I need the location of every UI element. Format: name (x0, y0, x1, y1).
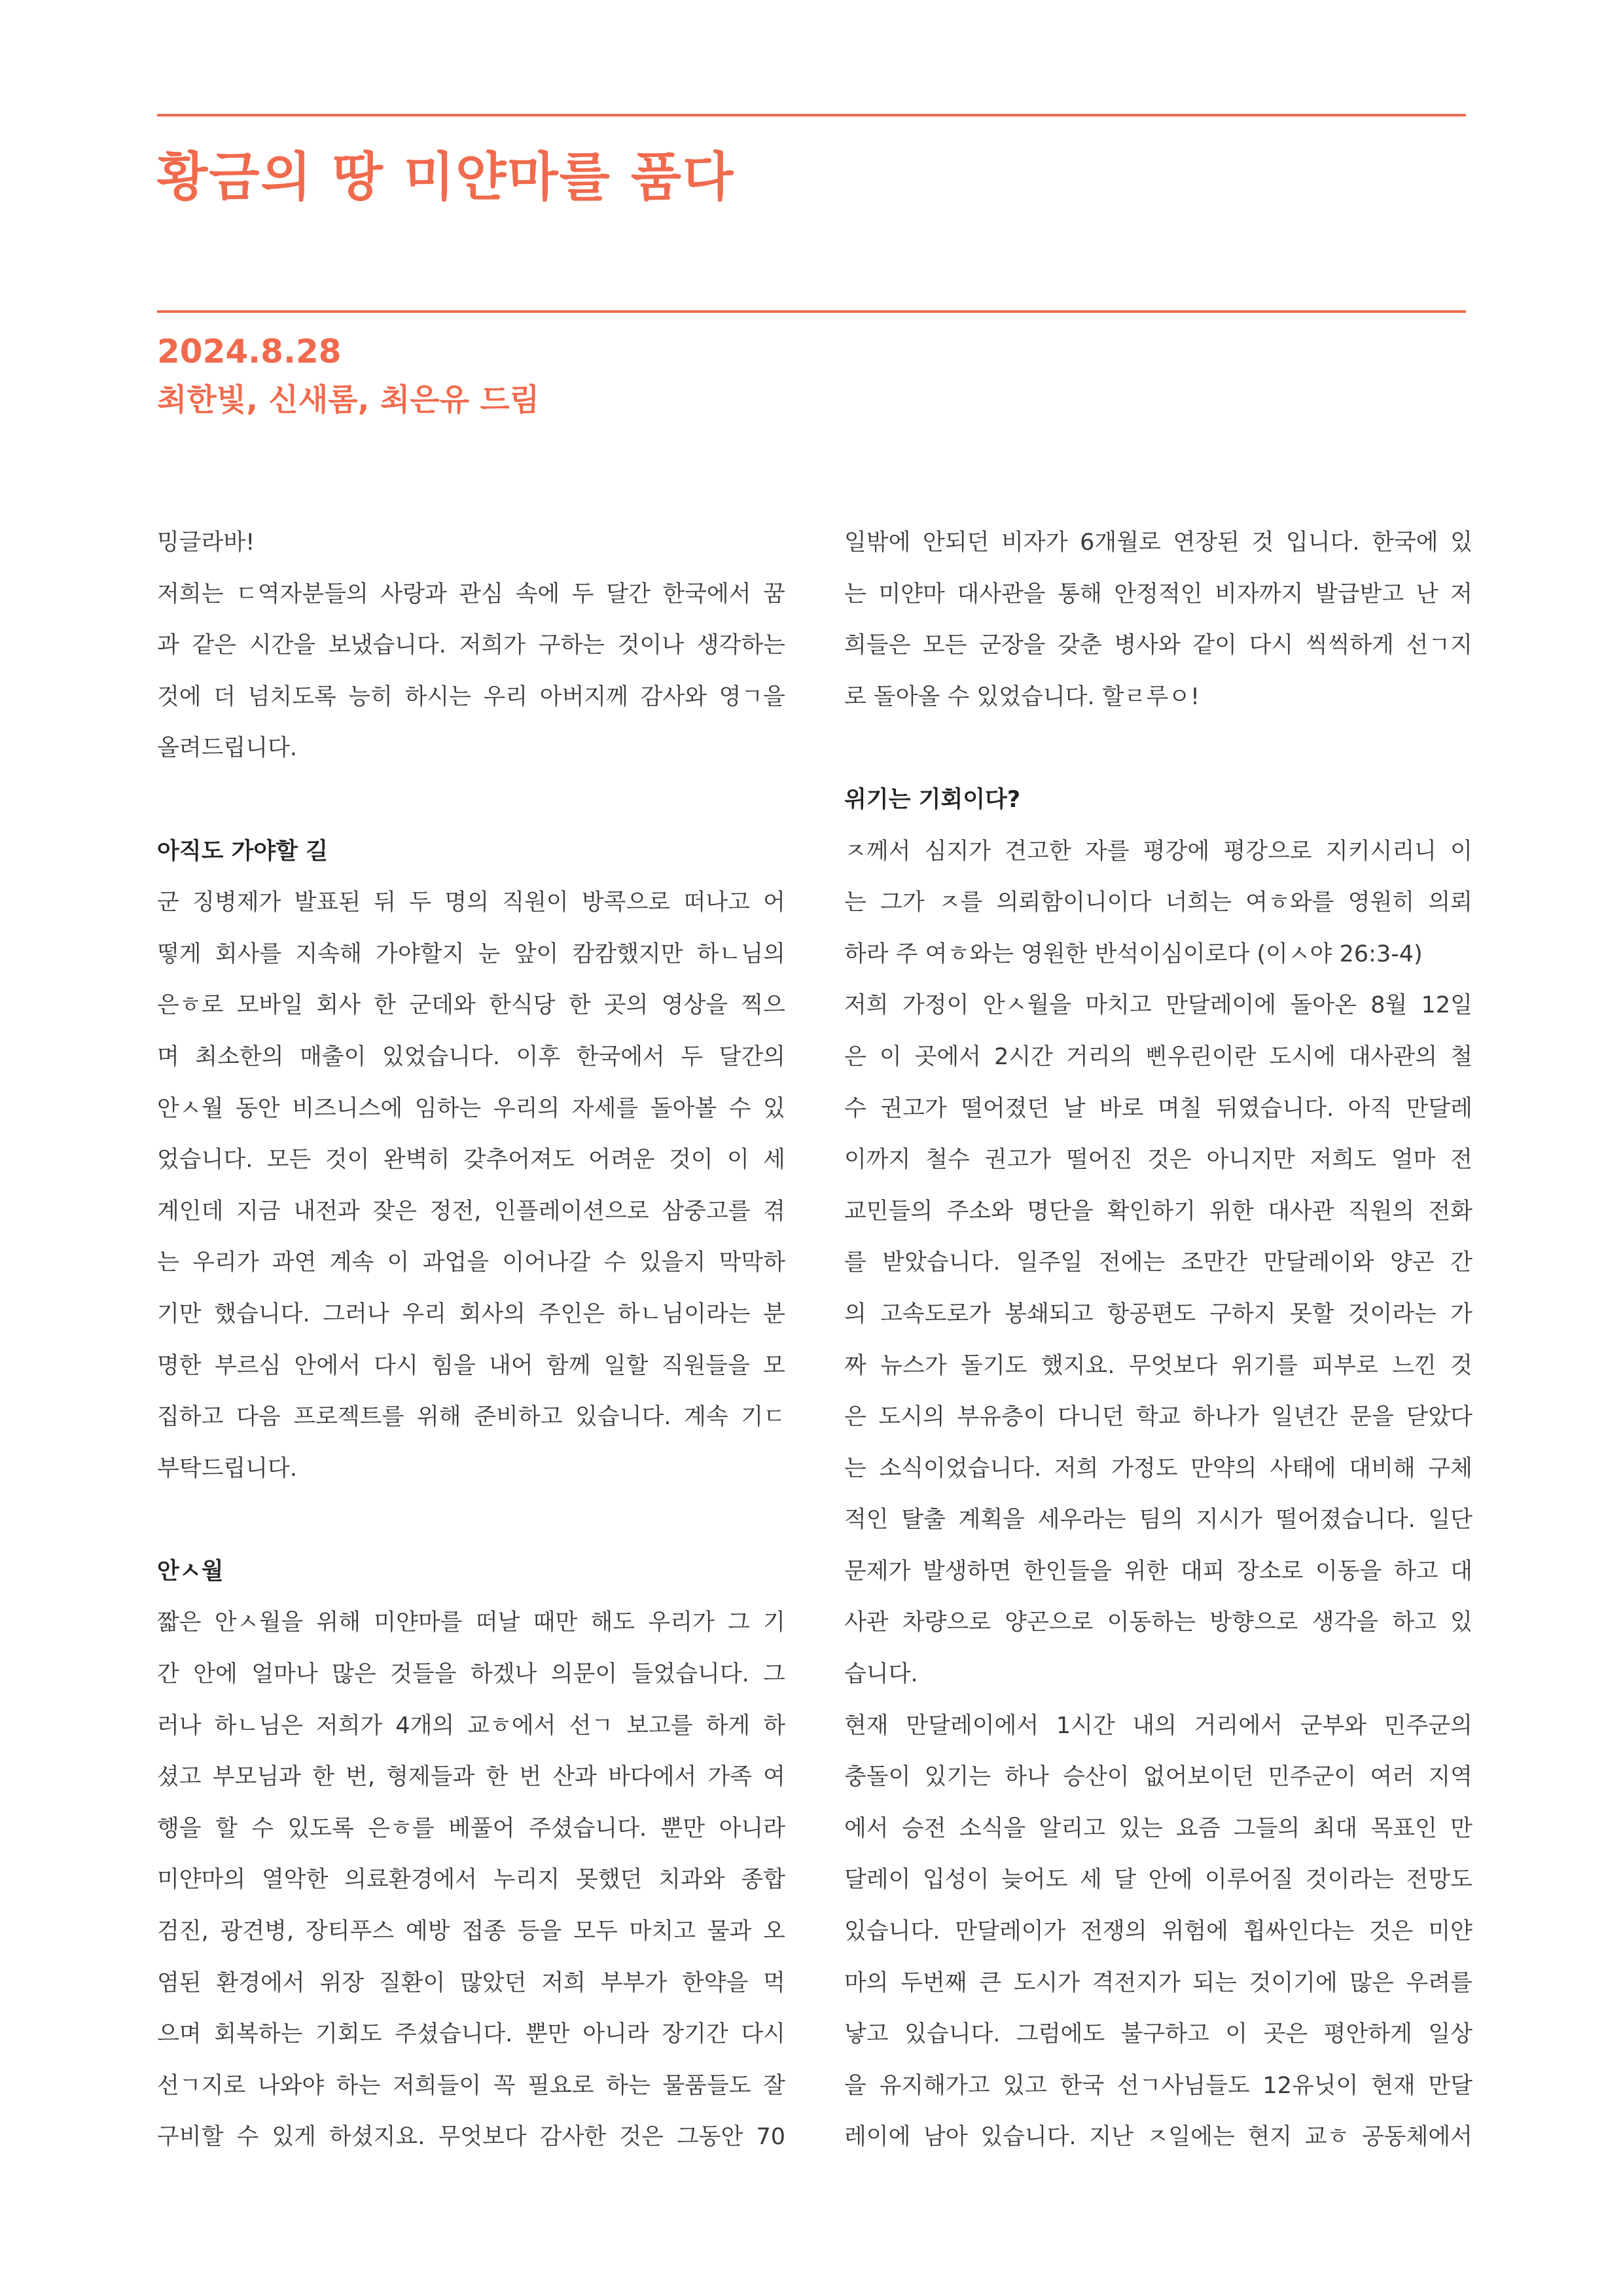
text-line: 희들은 모든 군장을 갖춘 병사와 같이 다시 씩씩하게 선ㄱ지 (844, 632, 1472, 659)
letter-authors: 최한빛, 신새롬, 최은유 드림 (157, 382, 540, 418)
text-line: 저희 가정이 안ㅅ월을 마치고 만달레이에 돌아온 8월 12일 (844, 992, 1472, 1019)
text-line: 은ㅎ로 모바일 회사 한 군데와 한식당 한 곳의 영상을 찍으 (157, 992, 785, 1019)
text-line: 떻게 회사를 지속해 가야할지 눈 앞이 캄캄했지만 하ㄴ님의 (157, 941, 785, 967)
text-line: 충돌이 있기는 하나 승산이 없어보이던 민주군이 여러 지역 (844, 1764, 1472, 1791)
text-line: 으며 회복하는 기회도 주셨습니다. 뿐만 아니라 장기간 다시 (157, 2021, 785, 2048)
text-line: 를 받았습니다. 일주일 전에는 조만간 만달레이와 양곤 간 (844, 1249, 1472, 1276)
text-line: 현재 만달레이에서 1시간 내의 거리에서 군부와 민주군의 (844, 1712, 1472, 1739)
text-line: 문제가 발생하면 한인들을 위한 대피 장소로 이동을 하고 대 (844, 1558, 1472, 1585)
text-line: 은 도시의 부유층이 다니던 학교 하나가 일년간 문을 닫았다 (844, 1404, 1472, 1431)
text-line: 에서 승전 소식을 알리고 있는 요즘 그들의 최대 목표인 만 (844, 1815, 1472, 1842)
section-sabbatical-paragraph (157, 1597, 785, 2163)
section-heading-crisis-opportunity: 위기는 기회이다? (844, 786, 1021, 813)
text-line: 짧은 안ㅅ월을 위해 미얀마를 떠날 때만 해도 우리가 그 기 (157, 1609, 785, 1636)
right-column (844, 517, 1472, 2163)
text-line: 하라 주 여ㅎ와는 영원한 반석이심이로다 (이ㅅ야 26:3-4) (844, 941, 1423, 967)
text-line: 저희는 ㄷ역자분들의 사랑과 관심 속에 두 달간 한국에서 꿈 (157, 581, 785, 607)
text-line: 며 최소한의 매출이 있었습니다. 이후 한국에서 두 달간의 (157, 1043, 785, 1070)
text-line: 레이에 남아 있습니다. 지난 ㅈ일에는 현지 교ㅎ 공동체에서 (844, 2124, 1472, 2151)
text-line: 미얀마의 열악한 의료환경에서 누리지 못했던 치과와 종합 (157, 1867, 785, 1893)
text-line: 올려드립니다. (157, 735, 297, 762)
text-line: 군 징병제가 발표된 뒤 두 명의 직원이 방콕으로 떠나고 어 (157, 889, 785, 916)
text-line: 구비할 수 있게 하셨지요. 무엇보다 감사한 것은 그동안 70 (157, 2124, 785, 2151)
text-line: 명한 부르심 안에서 다시 힘을 내어 함께 일할 직원들을 모 (157, 1352, 785, 1379)
text-line: 기만 했습니다. 그러나 우리 회사의 주인은 하ㄴ님이라는 분 (157, 1300, 785, 1327)
header-divider (157, 310, 1466, 313)
text-line: 는 미얀마 대사관을 통해 안정적인 비자까지 발급받고 난 저 (844, 581, 1472, 607)
continued-paragraph (844, 517, 1472, 723)
text-line: 과 같은 시간을 보냈습니다. 저희가 구하는 것이나 생각하는 (157, 632, 785, 659)
letter-date: 2024.8.28 (157, 332, 342, 370)
text-line: 러나 하ㄴ님은 저희가 4개의 교ㅎ에서 선ㄱ 보고를 하게 하 (157, 1712, 785, 1739)
greeting: 밍글라바! (157, 529, 255, 556)
text-line: 달레이 입성이 늦어도 세 달 안에 이루어질 것이라는 전망도 (844, 1867, 1472, 1893)
text-line: 로 돌아올 수 있었습니다. 할ㄹ루ㅇ! (844, 683, 1200, 710)
text-line: 검진, 광견병, 장티푸스 예방 접종 등을 모두 마치고 물과 오 (157, 1918, 785, 1945)
section-heading-sabbatical: 안ㅅ월 (157, 1558, 224, 1585)
text-line: 마의 두번째 큰 도시가 격전지가 되는 것이기에 많은 우려를 (844, 1969, 1472, 1996)
text-line: 안ㅅ월 동안 비즈니스에 임하는 우리의 자세를 돌아볼 수 있 (157, 1095, 785, 1122)
text-line: 이까지 철수 권고가 떨어진 것은 아니지만 저희도 얼마 전 (844, 1147, 1472, 1174)
text-line: 간 안에 얼마나 많은 것들을 하겠나 의문이 들었습니다. 그 (157, 1661, 785, 1688)
text-line: 셨고 부모님과 한 번, 형제들과 한 번 산과 바다에서 가족 여 (157, 1764, 785, 1791)
intro-paragraph (157, 569, 785, 774)
text-line: 선ㄱ지로 나와야 하는 저희들이 꼭 필요로 하는 물품들도 잘 (157, 2072, 785, 2099)
text-line: 적인 탈출 계획을 세우라는 팀의 지시가 떨어졌습니다. 일단 (844, 1507, 1472, 1534)
text-line: 을 유지해가고 있고 한국 선ㄱ사님들도 12유닛이 현재 만달 (844, 2072, 1472, 2099)
text-line: 짜 뉴스가 돌기도 했지요. 무엇보다 위기를 피부로 느낀 것 (844, 1352, 1472, 1379)
text-line: 었습니다. 모든 것이 완벽히 갖추어져도 어려운 것이 이 세 (157, 1147, 785, 1174)
text-line: 교민들의 주소와 명단을 확인하기 위한 대사관 직원의 전화 (844, 1198, 1472, 1225)
text-line: 행을 할 수 있도록 은ㅎ를 베풀어 주셨습니다. 뿐만 아니라 (157, 1815, 785, 1842)
text-line: 부탁드립니다. (157, 1455, 297, 1482)
text-line: 있습니다. 만달레이가 전쟁의 위험에 휩싸인다는 것은 미얀 (844, 1918, 1472, 1945)
text-line: 일밖에 안되던 비자가 6개월로 연장된 것 입니다. 한국에 있 (844, 529, 1472, 556)
section-still-to-go-paragraph (157, 877, 785, 1494)
left-column (157, 517, 785, 2163)
text-line: 은 이 곳에서 2시간 거리의 삔우린이란 도시에 대사관의 철 (844, 1043, 1472, 1070)
page-title: 황금의 땅 미얀마를 품다 (157, 147, 735, 207)
text-line: 의 고속도로가 봉쇄되고 항공편도 구하지 못할 것이라는 가 (844, 1300, 1472, 1327)
text-line: 는 우리가 과연 계속 이 과업을 이어나갈 수 있을지 막막하 (157, 1249, 785, 1276)
text-line: 낳고 있습니다. 그럼에도 불구하고 이 곳은 평안하게 일상 (844, 2021, 1472, 2048)
text-line: 는 소식이었습니다. 저희 가정도 만약의 사태에 대비해 구체 (844, 1455, 1472, 1482)
text-line: ㅈ께서 심지가 견고한 자를 평강에 평강으로 지키시리니 이 (844, 838, 1472, 865)
section-heading-still-to-go: 아직도 가야할 길 (157, 838, 329, 865)
text-line: 집하고 다음 프로젝트를 위해 준비하고 있습니다. 계속 기ㄷ (157, 1404, 785, 1431)
text-line: 염된 환경에서 위장 질환이 많았던 저희 부부가 한약을 먹 (157, 1969, 785, 1996)
text-line: 수 권고가 떨어졌던 날 바로 며칠 뒤였습니다. 아직 만달레 (844, 1095, 1472, 1122)
text-line: 것에 더 넘치도록 능히 하시는 우리 아버지께 감사와 영ㄱ을 (157, 683, 785, 710)
top-divider (157, 114, 1466, 117)
text-line: 는 그가 ㅈ를 의뢰함이니이다 너희는 여ㅎ와를 영원히 의뢰 (844, 889, 1472, 916)
section-crisis-paragraph (844, 826, 1472, 2163)
text-line: 계인데 지금 내전과 잦은 정전, 인플레이션으로 삼중고를 겪 (157, 1198, 785, 1225)
text-line: 사관 차량으로 양곤으로 이동하는 방향으로 생각을 하고 있 (844, 1609, 1472, 1636)
text-line: 습니다. (844, 1661, 918, 1688)
